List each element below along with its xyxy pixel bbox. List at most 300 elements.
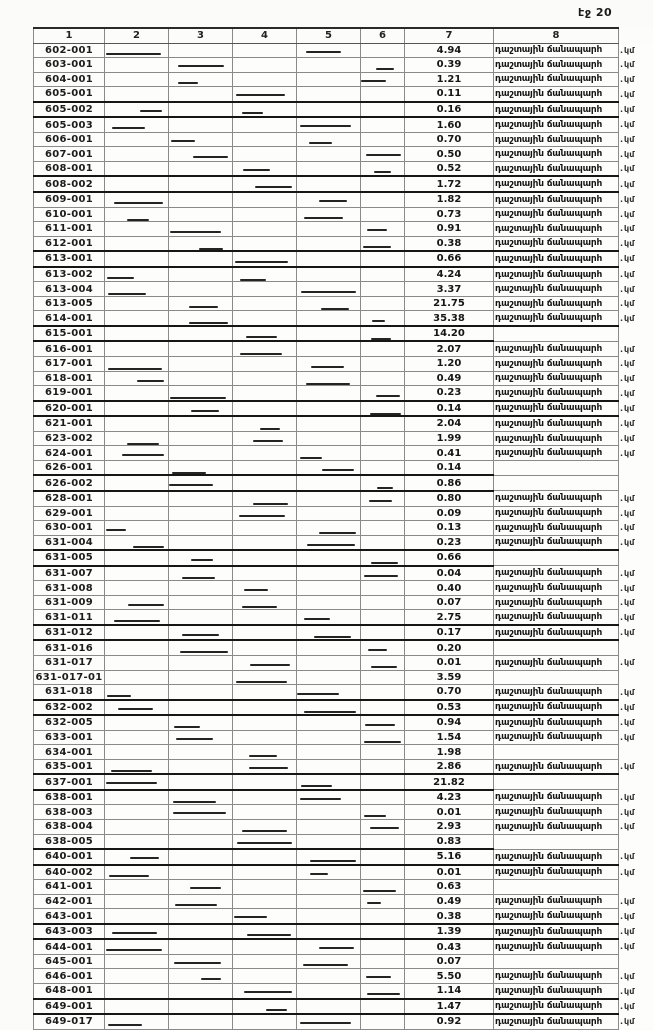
empty-cell — [105, 595, 169, 610]
empty-cell — [361, 176, 405, 192]
empty-cell — [361, 700, 405, 716]
empty-cell — [233, 341, 297, 356]
empty-cell — [361, 805, 405, 820]
empty-cell — [233, 849, 297, 865]
empty-cell — [233, 566, 297, 581]
empty-cell — [233, 161, 297, 176]
scan-artifact — [189, 306, 218, 308]
road-code-cell: 632-002 — [34, 700, 105, 716]
empty-cell — [361, 640, 405, 655]
road-type-cell — [494, 475, 619, 491]
scan-artifact — [173, 812, 226, 814]
unit-label: . կմ — [620, 164, 634, 173]
empty-cell — [105, 326, 169, 342]
unit-gutter-cell — [619, 865, 653, 880]
scan-artifact — [171, 140, 196, 142]
empty-cell — [297, 819, 361, 834]
scan-artifact — [112, 127, 145, 129]
empty-cell — [297, 58, 361, 73]
empty-cell — [361, 880, 405, 895]
road-code-cell: 649-001 — [34, 999, 105, 1015]
empty-cell — [361, 909, 405, 924]
empty-cell — [105, 834, 169, 849]
empty-cell — [105, 550, 169, 566]
unit-label: . կմ — [620, 314, 634, 323]
empty-cell — [233, 535, 297, 550]
unit-label: . կմ — [620, 374, 634, 383]
road-type-cell — [494, 670, 619, 685]
empty-cell — [105, 610, 169, 625]
scan-artifact — [304, 618, 330, 620]
road-code-cell: 619-001 — [34, 386, 105, 401]
empty-cell — [169, 984, 233, 999]
scan-artifact — [301, 785, 331, 787]
length-value-cell: 1.99 — [405, 431, 494, 446]
road-type-cell — [494, 550, 619, 566]
scan-artifact — [114, 620, 161, 622]
scan-artifact — [321, 308, 349, 310]
empty-cell — [105, 296, 169, 311]
unit-label: . կմ — [620, 897, 634, 906]
empty-cell — [105, 566, 169, 581]
scan-artifact — [304, 217, 343, 219]
empty-cell — [361, 58, 405, 73]
scan-artifact — [365, 724, 395, 726]
scan-artifact — [369, 500, 392, 502]
unit-gutter-cell — [619, 700, 653, 716]
scan-artifact — [170, 397, 225, 399]
empty-cell — [361, 1014, 405, 1029]
unit-gutter-cell — [619, 43, 653, 58]
table-row — [34, 475, 653, 491]
road-type-cell: դաշտային ճանապարհ — [494, 610, 619, 625]
empty-cell — [105, 655, 169, 670]
road-code-cell: 631-011 — [34, 610, 105, 625]
table-row — [34, 610, 653, 625]
empty-cell — [233, 251, 297, 267]
unit-gutter-cell — [619, 924, 653, 940]
empty-cell — [297, 341, 361, 356]
table-row — [34, 849, 653, 865]
unit-label: . կմ — [620, 75, 634, 84]
empty-cell — [105, 132, 169, 147]
empty-cell — [233, 909, 297, 924]
table-row — [34, 715, 653, 730]
scan-artifact — [246, 336, 277, 338]
empty-cell — [105, 774, 169, 790]
length-value-cell: 1.98 — [405, 745, 494, 760]
empty-cell — [361, 984, 405, 999]
scan-artifact — [314, 636, 351, 638]
empty-cell — [105, 521, 169, 536]
road-code-cell: 631-009 — [34, 595, 105, 610]
road-code-cell: 605-002 — [34, 102, 105, 118]
road-type-cell: դաշտային ճանապարհ — [494, 431, 619, 446]
unit-gutter-cell — [619, 431, 653, 446]
unit-label: . կմ — [620, 224, 634, 233]
road-code-cell: 614-001 — [34, 311, 105, 326]
empty-cell — [361, 207, 405, 222]
empty-cell — [169, 745, 233, 760]
length-value-cell: 0.01 — [405, 655, 494, 670]
scan-artifact — [253, 440, 283, 442]
empty-cell — [297, 296, 361, 311]
road-type-cell: դաշտային ճանապարհ — [494, 521, 619, 536]
road-type-cell: դաշտային ճանապարհ — [494, 595, 619, 610]
scan-artifact — [300, 1022, 350, 1024]
road-type-cell — [494, 640, 619, 655]
table-row — [34, 730, 653, 745]
empty-cell — [361, 595, 405, 610]
table-row — [34, 625, 653, 641]
empty-cell — [361, 161, 405, 176]
unit-gutter-cell — [619, 715, 653, 730]
scan-artifact — [319, 532, 356, 534]
unit-gutter-cell — [619, 386, 653, 401]
empty-cell — [169, 72, 233, 87]
length-value-cell: 4.94 — [405, 43, 494, 58]
road-code-cell: 640-001 — [34, 849, 105, 865]
empty-cell — [233, 222, 297, 237]
road-type-cell: դաշտային ճանապարհ — [494, 416, 619, 431]
empty-cell — [297, 700, 361, 716]
empty-cell — [233, 595, 297, 610]
empty-cell — [169, 236, 233, 251]
empty-cell — [361, 730, 405, 745]
length-value-cell: 0.04 — [405, 566, 494, 581]
road-type-cell — [494, 326, 619, 342]
unit-gutter-cell — [619, 745, 653, 760]
empty-cell — [169, 954, 233, 969]
empty-cell — [169, 506, 233, 521]
empty-cell — [105, 939, 169, 954]
road-code-cell: 613-001 — [34, 251, 105, 267]
road-type-cell: դաշտային ճանապարհ — [494, 58, 619, 73]
scan-artifact — [109, 875, 149, 877]
empty-cell — [233, 147, 297, 162]
empty-cell — [169, 222, 233, 237]
empty-cell — [361, 550, 405, 566]
unit-label: . կմ — [620, 180, 634, 189]
length-value-cell: 0.83 — [405, 834, 494, 849]
scan-artifact — [189, 322, 229, 324]
road-type-cell: դաշտային ճանապարհ — [494, 655, 619, 670]
unit-gutter-cell — [619, 550, 653, 566]
length-value-cell: 0.92 — [405, 1014, 494, 1029]
table-row — [34, 581, 653, 596]
scan-artifact — [180, 651, 229, 653]
unit-gutter-cell — [619, 72, 653, 87]
scan-artifact — [108, 1024, 141, 1026]
unit-gutter-cell — [619, 207, 653, 222]
table-row — [34, 880, 653, 895]
empty-cell — [169, 521, 233, 536]
length-value-cell: 0.01 — [405, 805, 494, 820]
road-type-cell — [494, 834, 619, 849]
road-code-cell: 643-001 — [34, 909, 105, 924]
empty-cell — [233, 805, 297, 820]
table-row — [34, 909, 653, 924]
road-code-cell: 615-001 — [34, 326, 105, 342]
unit-gutter-cell — [619, 102, 653, 118]
empty-cell — [105, 880, 169, 895]
empty-cell — [297, 521, 361, 536]
empty-cell — [105, 581, 169, 596]
empty-cell — [361, 87, 405, 102]
road-type-cell: դաշտային ճանապարհ — [494, 386, 619, 401]
road-type-cell: դաշտային ճանապարհ — [494, 117, 619, 132]
length-value-cell: 0.07 — [405, 954, 494, 969]
unit-gutter-cell — [619, 446, 653, 461]
scan-artifact — [368, 649, 387, 651]
road-code-cell: 621-001 — [34, 416, 105, 431]
table-row — [34, 759, 653, 774]
empty-cell — [297, 401, 361, 417]
length-value-cell: 0.38 — [405, 236, 494, 251]
empty-cell — [105, 954, 169, 969]
empty-cell — [105, 311, 169, 326]
road-code-cell: 649-017 — [34, 1014, 105, 1029]
empty-cell — [297, 416, 361, 431]
empty-cell — [233, 282, 297, 297]
unit-gutter-cell — [619, 581, 653, 596]
scan-artifact — [193, 156, 228, 158]
road-code-cell: 638-005 — [34, 834, 105, 849]
road-type-cell: դաշտային ճանապարհ — [494, 506, 619, 521]
length-value-cell: 0.01 — [405, 865, 494, 880]
empty-cell — [297, 894, 361, 909]
empty-cell — [105, 984, 169, 999]
table-row — [34, 72, 653, 87]
road-type-cell: դաշտային ճանապարհ — [494, 357, 619, 372]
empty-cell — [169, 715, 233, 730]
table-row — [34, 535, 653, 550]
length-value-cell: 3.59 — [405, 670, 494, 685]
table-row — [34, 416, 653, 431]
unit-label: . կմ — [620, 299, 634, 308]
length-value-cell: 2.07 — [405, 341, 494, 356]
road-type-cell: դաշտային ճանապարհ — [494, 282, 619, 297]
empty-cell — [105, 102, 169, 118]
empty-cell — [169, 251, 233, 267]
empty-cell — [169, 132, 233, 147]
unit-label: . կմ — [620, 509, 634, 518]
table-row — [34, 43, 653, 58]
scan-artifact — [236, 94, 285, 96]
scan-artifact — [182, 577, 215, 579]
scan-artifact — [309, 142, 332, 144]
empty-cell — [105, 865, 169, 880]
table-row — [34, 790, 653, 805]
unit-label: . կմ — [620, 449, 634, 458]
table-row — [34, 222, 653, 237]
empty-cell — [297, 715, 361, 730]
length-value-cell: 1.21 — [405, 72, 494, 87]
unit-gutter-cell — [619, 655, 653, 670]
table-row — [34, 984, 653, 999]
empty-cell — [105, 87, 169, 102]
road-code-cell: 631-017-01 — [34, 670, 105, 685]
empty-cell — [105, 999, 169, 1015]
empty-cell — [233, 984, 297, 999]
length-value-cell: 0.41 — [405, 446, 494, 461]
empty-cell — [361, 670, 405, 685]
unit-label: . կմ — [620, 1017, 634, 1026]
empty-cell — [361, 311, 405, 326]
unit-label: . կմ — [620, 150, 634, 159]
scan-artifact — [235, 261, 288, 263]
scan-artifact — [173, 801, 215, 803]
unit-label: . կմ — [620, 270, 634, 279]
empty-cell — [297, 207, 361, 222]
unit-gutter-cell — [619, 894, 653, 909]
empty-cell — [361, 192, 405, 207]
empty-cell — [361, 939, 405, 954]
unit-label: . կմ — [620, 90, 634, 99]
empty-cell — [105, 819, 169, 834]
empty-cell — [233, 969, 297, 984]
empty-cell — [233, 176, 297, 192]
length-value-cell: 0.91 — [405, 222, 494, 237]
scan-artifact — [133, 546, 164, 548]
empty-cell — [169, 805, 233, 820]
unit-gutter-cell — [619, 535, 653, 550]
scan-artifact — [112, 932, 157, 934]
empty-cell — [169, 550, 233, 566]
empty-cell — [169, 759, 233, 774]
road-type-cell: դաշտային ճանապարհ — [494, 865, 619, 880]
empty-cell — [361, 491, 405, 506]
table-row — [34, 819, 653, 834]
unit-gutter-cell — [619, 790, 653, 805]
empty-cell — [105, 147, 169, 162]
empty-cell — [169, 790, 233, 805]
table-row — [34, 326, 653, 342]
empty-cell — [297, 192, 361, 207]
unit-gutter-cell — [619, 566, 653, 581]
empty-cell — [169, 311, 233, 326]
length-value-cell: 2.93 — [405, 819, 494, 834]
empty-cell — [233, 58, 297, 73]
length-value-cell: 5.50 — [405, 969, 494, 984]
table-row — [34, 401, 653, 417]
unit-gutter-cell — [619, 909, 653, 924]
road-code-cell: 630-001 — [34, 521, 105, 536]
empty-cell — [169, 282, 233, 297]
empty-cell — [297, 759, 361, 774]
length-value-cell: 0.43 — [405, 939, 494, 954]
empty-cell — [105, 236, 169, 251]
scan-artifact — [191, 559, 213, 561]
empty-cell — [105, 446, 169, 461]
empty-cell — [233, 521, 297, 536]
unit-label: . կմ — [620, 598, 634, 607]
empty-cell — [297, 102, 361, 118]
scan-artifact — [108, 293, 146, 295]
scan-artifact — [307, 544, 355, 546]
table-row — [34, 176, 653, 192]
unit-gutter-cell — [619, 670, 653, 685]
empty-cell — [169, 670, 233, 685]
empty-cell — [297, 745, 361, 760]
column-header-1: 1 — [34, 28, 105, 43]
empty-cell — [361, 251, 405, 267]
length-value-cell: 2.86 — [405, 759, 494, 774]
length-value-cell: 2.75 — [405, 610, 494, 625]
empty-cell — [361, 566, 405, 581]
road-code-cell: 643-003 — [34, 924, 105, 940]
unit-label: . կմ — [620, 569, 634, 578]
scan-artifact — [237, 842, 292, 844]
empty-cell — [169, 58, 233, 73]
empty-cell — [169, 849, 233, 865]
scan-artifact — [236, 681, 286, 683]
column-header-3: 3 — [169, 28, 233, 43]
empty-cell — [233, 999, 297, 1015]
scan-artifact — [367, 993, 399, 995]
length-value-cell: 0.80 — [405, 491, 494, 506]
empty-cell — [361, 282, 405, 297]
scan-artifact — [118, 708, 153, 710]
table-row — [34, 207, 653, 222]
scan-artifact — [297, 693, 339, 695]
empty-cell — [169, 880, 233, 895]
empty-cell — [105, 431, 169, 446]
empty-cell — [105, 222, 169, 237]
empty-cell — [361, 685, 405, 700]
empty-cell — [105, 685, 169, 700]
road-code-cell: 608-001 — [34, 161, 105, 176]
empty-cell — [297, 117, 361, 132]
road-code-cell: 613-002 — [34, 267, 105, 282]
road-type-cell: դաշտային ճանապարհ — [494, 222, 619, 237]
unit-gutter-cell — [619, 774, 653, 790]
empty-cell — [297, 610, 361, 625]
road-type-cell: դաշտային ճանապարհ — [494, 924, 619, 940]
empty-cell — [233, 819, 297, 834]
empty-cell — [233, 446, 297, 461]
empty-cell — [297, 176, 361, 192]
empty-cell — [297, 236, 361, 251]
empty-cell — [297, 954, 361, 969]
table-row — [34, 745, 653, 760]
length-value-cell: 14.20 — [405, 326, 494, 342]
road-code-cell: 631-007 — [34, 566, 105, 581]
unit-gutter-cell — [619, 969, 653, 984]
unit-gutter-cell — [619, 58, 653, 73]
scan-artifact — [250, 664, 290, 666]
scan-artifact — [128, 604, 164, 606]
scan-artifact — [310, 873, 329, 875]
empty-cell — [297, 87, 361, 102]
scan-artifact — [371, 338, 391, 340]
empty-cell — [297, 282, 361, 297]
road-type-cell: դաշտային ճանապարհ — [494, 132, 619, 147]
empty-cell — [297, 625, 361, 641]
scan-artifact — [127, 219, 149, 221]
column-header-4: 4 — [233, 28, 297, 43]
road-code-cell: 611-001 — [34, 222, 105, 237]
empty-cell — [169, 581, 233, 596]
unit-gutter-cell — [619, 759, 653, 774]
unit-label: . կմ — [620, 359, 634, 368]
road-type-cell: դաշտային ճանապարհ — [494, 87, 619, 102]
empty-cell — [361, 267, 405, 282]
unit-gutter-cell — [619, 834, 653, 849]
unit-label: . կմ — [620, 120, 634, 129]
column-header-5: 5 — [297, 28, 361, 43]
empty-cell — [169, 819, 233, 834]
